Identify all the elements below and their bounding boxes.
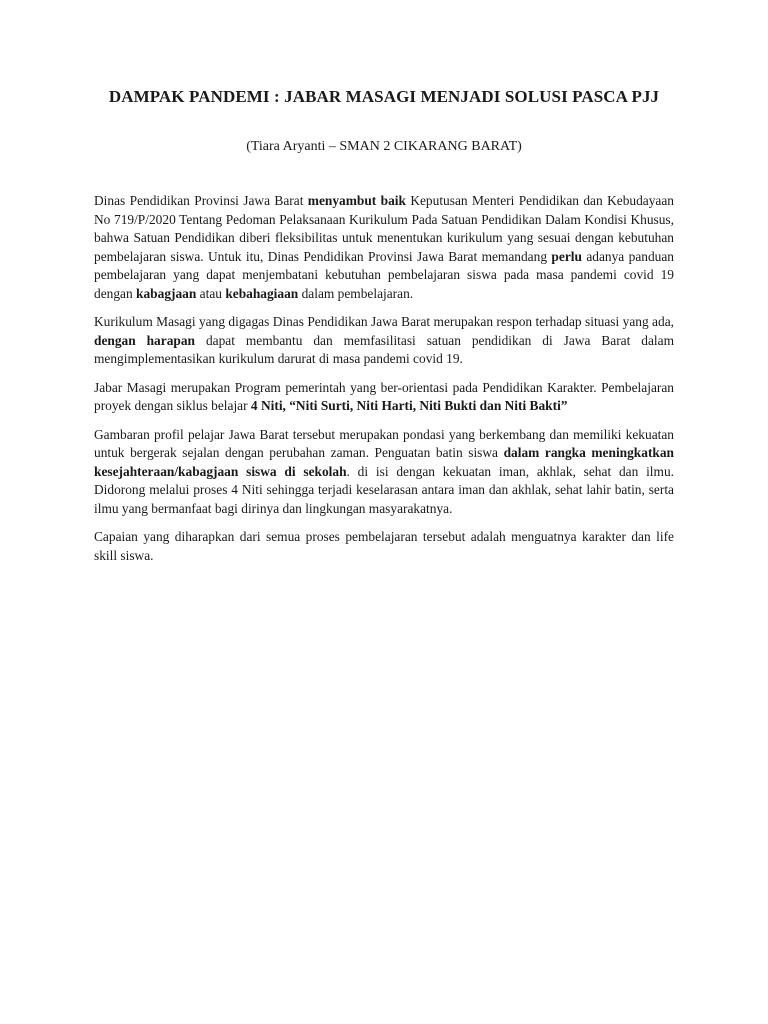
- text-span: dalam pembelajaran.: [298, 285, 414, 301]
- bold-text: kabagjaan: [136, 285, 197, 301]
- text-span: Jabar Masagi merupakan Program pemerintah yang ber-orientasi pada Pendidikan Karakter. Pembelajaran proyek dengan siklus belajar: [94, 379, 674, 413]
- bold-text: dalam rangka meningkatkan kesejahteraan/kabagjaan siswa di sekolah: [94, 445, 675, 479]
- bold-text: 4 Niti, “Niti Surti, Niti Harti, Niti Bukti dan Niti Bakti”: [250, 398, 568, 413]
- text-span: . di isi dengan kekuatan iman, akhlak, sehat dan ilmu. Didorong melalui proses 4 Niti sehingga terjadi keselarasan antara iman dan akhlak, sehat lahir batin, serta ilmu yang bermanfaat bagi dirinya dan lingkungan masyarakatnya.: [94, 463, 674, 516]
- paragraph-4: [94, 426, 674, 519]
- text-span: Dinas Pendidikan Provinsi Jawa Barat: [94, 193, 308, 208]
- text-span: Kurikulum Masagi yang digagas Dinas Pendidikan Jawa Barat merupakan respon terhadap situasi yang ada,: [94, 314, 674, 329]
- text-span: Gambaran profil pelajar Jawa Barat tersebut merupakan pondasi yang berkembang dan memiliki kekuatan untuk bergerak sejalan dengan perubahan zaman. Penguatan batin siswa: [94, 426, 674, 460]
- bold-text: menyambut baik: [307, 193, 406, 208]
- bold-text: perlu: [551, 248, 582, 264]
- text-span: dapat membantu dan memfasilitasi satuan pendidikan di Jawa Barat dalam mengimplementasikan kurikulum darurat di masa pandemi covid 19.: [94, 332, 674, 366]
- text-span: atau: [196, 285, 226, 301]
- paragraph-3: [94, 379, 674, 416]
- paragraph-1: [94, 192, 674, 303]
- bold-text: kebahagiaan: [225, 285, 299, 301]
- text-span: Capaian yang diharapkan dari semua proses pembelajaran tersebut adalah menguatnya karakter dan life skill siswa.: [94, 529, 674, 563]
- bold-text: dengan harapan: [94, 332, 195, 348]
- document-body: [94, 192, 674, 575]
- text-span: Keputusan Menteri Pendidikan dan Kebudayaan No 719/P/2020 Tentang Pedoman Pelaksanaan Kurikulum Pada Satuan Pendidikan Dalam Kondisi Khusus, bahwa Satuan Pendidikan diberi fleksibilitas untuk menentukan kurikulum yang sesuai dengan kebutuhan pembelajaran siswa. Untuk itu, Dinas Pendidikan Provinsi Jawa Barat memandang: [94, 193, 674, 264]
- author-line: (Tiara Aryanti – SMAN 2 CIKARANG BARAT): [246, 139, 522, 154]
- paragraph-2: [94, 313, 674, 369]
- paragraph-5: [94, 528, 674, 565]
- text-span: adanya panduan pembelajaran yang dapat menjembatani kebutuhan pembelajaran siswa pada masa pandemi covid 19 dengan: [94, 248, 674, 301]
- document-title: DAMPAK PANDEMI : JABAR MASAGI MENJADI SOLUSI PASCA PJJ: [108, 87, 660, 106]
